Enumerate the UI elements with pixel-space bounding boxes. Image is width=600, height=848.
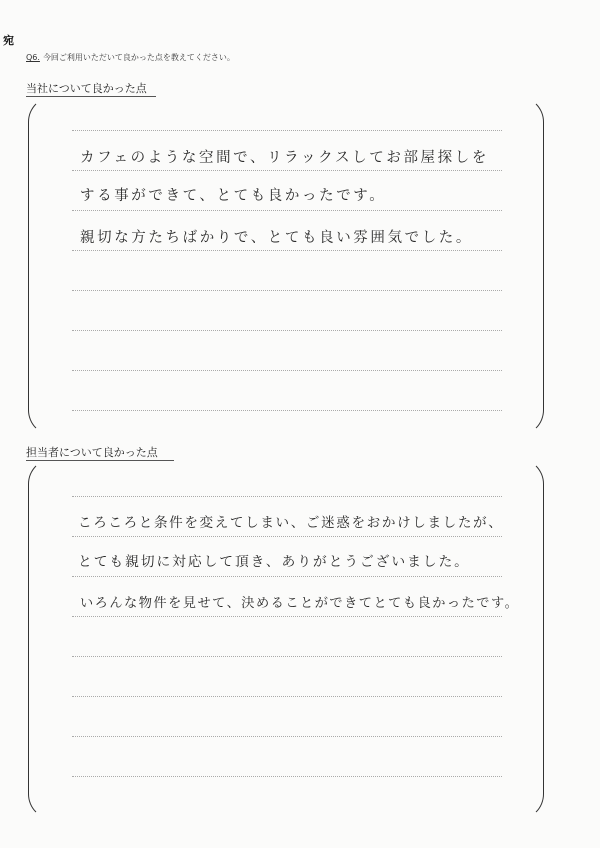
handwritten-answer-line: とても親切に対応して頂き、ありがとうございました。	[78, 554, 470, 570]
ruled-line	[72, 736, 502, 737]
question-line	[26, 52, 235, 63]
handwritten-answer-line: する事ができて、とても良かったです。	[80, 188, 387, 204]
ruled-line	[72, 210, 502, 211]
ruled-line	[72, 496, 502, 497]
ruled-line	[72, 410, 502, 411]
handwritten-answer-line: ころころと条件を変えてしまい、ご迷惑をおかけしましたが、	[78, 515, 504, 531]
section-title-company: 当社について良かった点	[26, 82, 147, 95]
ruled-line	[72, 370, 502, 371]
handwritten-answer-line: カフェのような空間で、リラックスしてお部屋探しを	[80, 150, 489, 166]
handwritten-answer-line: いろんな物件を見せて、決めることができてとても良かったです。	[80, 596, 520, 611]
ruled-line	[72, 696, 502, 697]
ruled-line	[72, 290, 502, 291]
ruled-line	[72, 130, 502, 131]
ruled-line	[72, 656, 502, 657]
addressee-mark: 宛	[3, 34, 14, 47]
question-number: Q6.	[26, 53, 40, 62]
ruled-line	[72, 776, 502, 777]
section-title-staff: 担当者について良かった点	[26, 446, 158, 459]
ruled-line	[72, 330, 502, 331]
ruled-line	[72, 170, 502, 171]
ruled-line	[72, 576, 502, 577]
ruled-line	[72, 536, 502, 537]
question-text: 今回ご利用いただいて良かった点を教えてください。	[42, 53, 235, 62]
ruled-line	[72, 250, 502, 251]
handwritten-answer-line: 親切な方たちばかりで、とても良い雰囲気でした。	[80, 230, 474, 246]
ruled-line	[72, 616, 502, 617]
